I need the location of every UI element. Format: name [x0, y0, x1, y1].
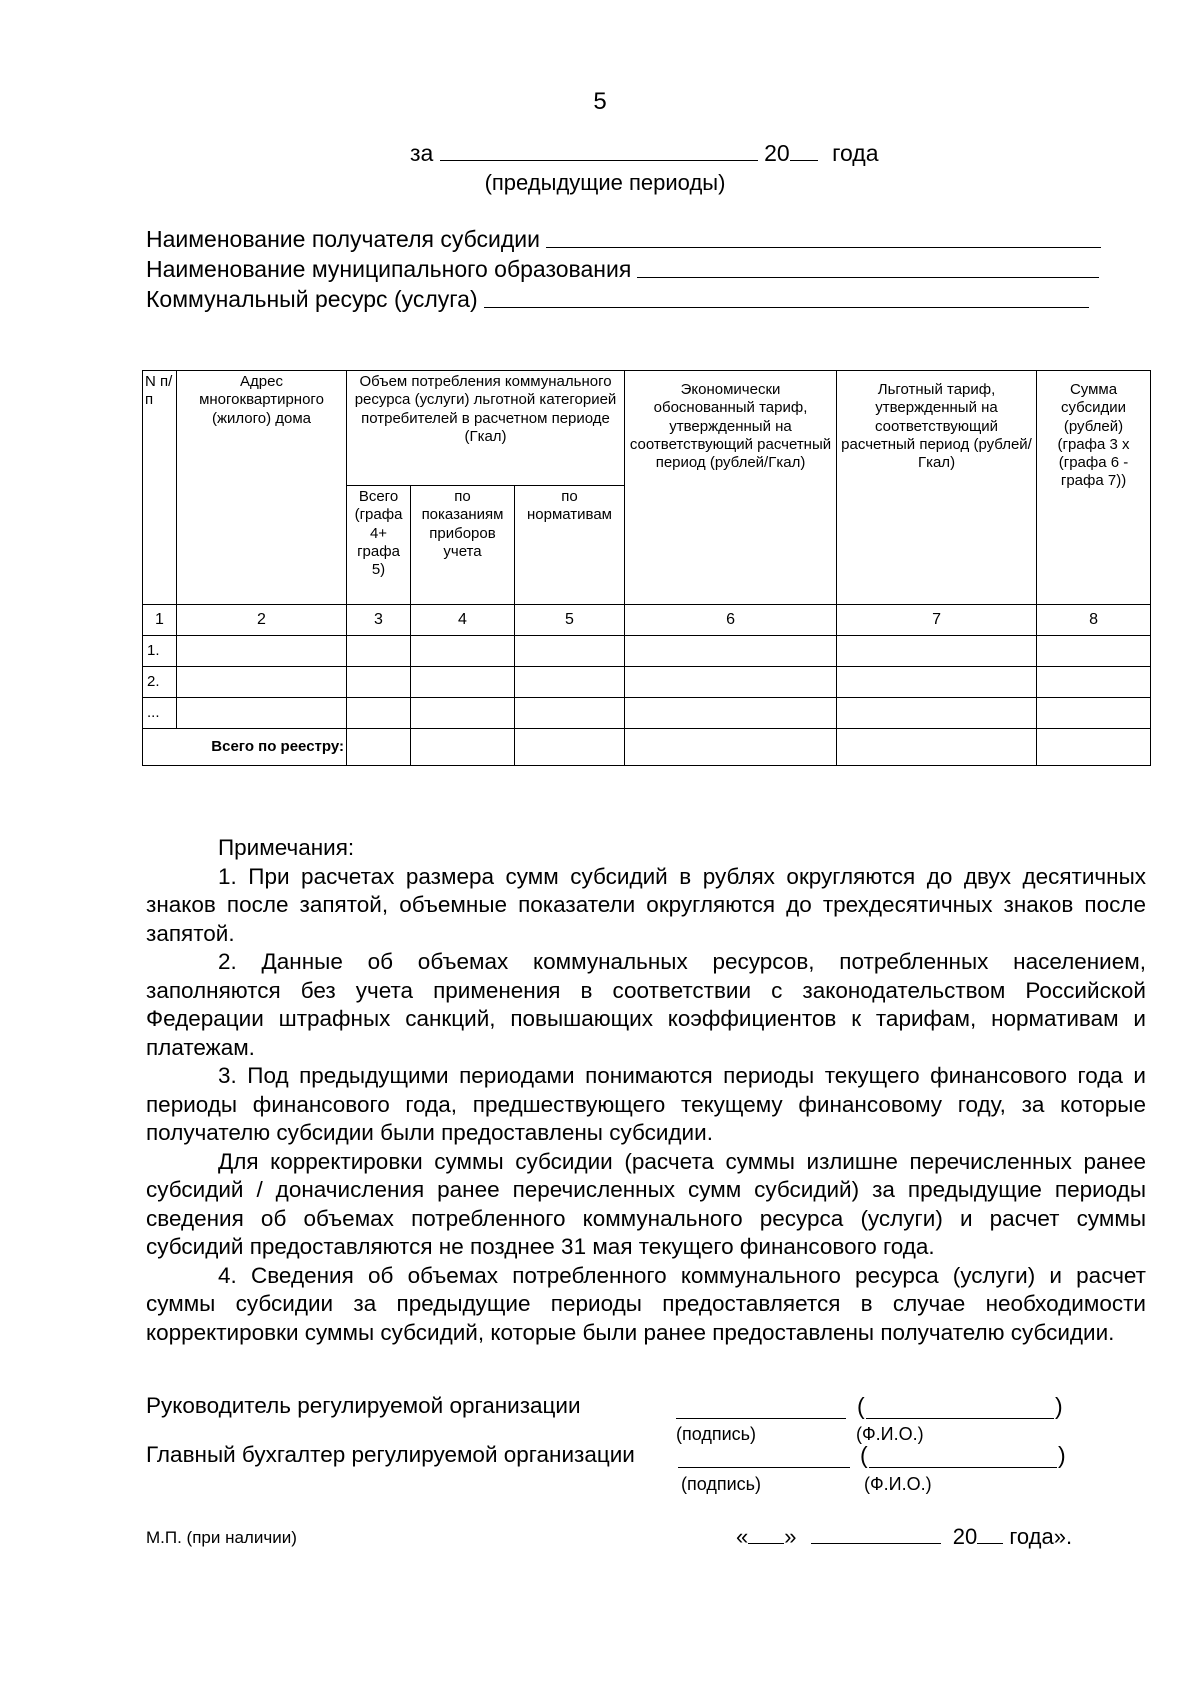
column-number: 5 [515, 605, 625, 636]
note-item: 4. Сведения об объемах потребленного коммунального ресурса (услуги) и расчет суммы субсидии за предыдущие периоды предоставляется в случае необходимости корректировки суммы субсидий, которые были ранее предоставлены получателю субсидии. [146, 1262, 1146, 1345]
header-total: Всего (графа 4+ графа 5) [347, 486, 411, 605]
name-caption: (Ф.И.О.) [864, 1474, 932, 1494]
date-year-blank[interactable] [977, 1543, 1003, 1544]
stamp-placeholder: М.П. (при наличии) [146, 1528, 297, 1547]
date-year-prefix: 20 [952, 1524, 978, 1549]
table-cell[interactable] [625, 729, 837, 766]
note-item: 3. Под предыдущими периодами понимаются периоды текущего финансового года и периоды финансового года, предшествующего текущему финансовому году, за которые получателю субсидии были предоставлены субсидии. [146, 1063, 1146, 1145]
column-number: 6 [625, 605, 837, 636]
reporting-period-line [410, 140, 879, 167]
total-row [143, 729, 1151, 766]
header-num: N п/п [143, 371, 177, 605]
table-cell[interactable] [347, 698, 411, 729]
header-consumption-group: Объем потребления коммунального ресурса (услуги) льготной категорией потребителей в расчетном периоде (Гкал) [347, 371, 625, 486]
subsidy-register-table [142, 370, 1151, 766]
table-cell[interactable] [625, 667, 837, 698]
table-cell[interactable] [837, 667, 1037, 698]
table-cell[interactable] [515, 698, 625, 729]
table-cell[interactable] [837, 729, 1037, 766]
table-cell[interactable] [515, 667, 625, 698]
column-number: 3 [347, 605, 411, 636]
table-cell[interactable] [177, 698, 347, 729]
header-subsidy-sum: Сумма субсидии (рублей) (графа 3 х (графа 6 - графа 7)) [1037, 371, 1151, 605]
total-label: Всего по реестру: [143, 729, 347, 766]
day-blank[interactable] [748, 1543, 784, 1544]
period-blank[interactable] [440, 160, 758, 161]
resource-field [146, 286, 1089, 313]
table-cell[interactable] [515, 636, 625, 667]
table-cell[interactable] [625, 698, 837, 729]
table-cell[interactable] [411, 636, 515, 667]
column-numbers-row [143, 605, 1151, 636]
column-number: 1 [143, 605, 177, 636]
header-address: Адрес многоквартирного (жилого) дома [177, 371, 347, 605]
table-row [143, 667, 1151, 698]
table-cell[interactable] [515, 729, 625, 766]
period-prefix: за [410, 140, 434, 166]
notes-section [146, 834, 1146, 1347]
close-quote: » [784, 1524, 797, 1549]
municipality-name-blank[interactable] [637, 277, 1099, 278]
table-cell[interactable] [347, 636, 411, 667]
accountant-signature-line[interactable] [678, 1467, 850, 1468]
open-paren: ( [860, 1442, 868, 1468]
name-caption: (Ф.И.О.) [856, 1424, 924, 1444]
column-number: 7 [837, 605, 1037, 636]
field-label: Коммунальный ресурс (услуга) [146, 286, 478, 312]
date-year-suffix: года». [1009, 1524, 1073, 1549]
period-year-prefix: 20 [764, 140, 790, 166]
sign-caption: (подпись) [676, 1424, 757, 1444]
table-cell[interactable] [347, 667, 411, 698]
date-line [736, 1524, 1072, 1550]
head-name-line[interactable] [866, 1418, 1054, 1419]
header-by-norms: по нормативам [515, 486, 625, 605]
page-number: 5 [593, 88, 607, 115]
resource-blank[interactable] [484, 307, 1089, 308]
table-cell[interactable] [625, 636, 837, 667]
header-by-meters: по показаниям приборов учета [411, 486, 515, 605]
recipient-name-field [146, 226, 1101, 253]
table-cell[interactable] [411, 667, 515, 698]
period-caption: (предыдущие периоды) [484, 170, 726, 195]
recipient-name-blank[interactable] [546, 247, 1101, 248]
table-cell[interactable] [177, 667, 347, 698]
table-cell[interactable] [411, 729, 515, 766]
table-cell[interactable] [347, 729, 411, 766]
note-item: 2. Данные об объемах коммунальных ресурсов, потребленных населением, заполняются без учета применения в соответствии с законодательством Российской Федерации штрафных санкций, повышающих коэффициентов к тарифам, нормативам и платежам. [146, 949, 1146, 1060]
row-number: 2. [143, 667, 177, 698]
table-cell[interactable] [1037, 636, 1151, 667]
table-cell[interactable] [1037, 698, 1151, 729]
open-paren: ( [857, 1393, 865, 1419]
head-signature-line[interactable] [676, 1418, 846, 1419]
accountant-name-line[interactable] [869, 1467, 1057, 1468]
note-item: Для корректировки суммы субсидии (расчета суммы излишне перечисленных ранее субсидий / доначисления ранее перечисленных сумм субсидий) за предыдущие периоды сведения об объемах потребленного коммунального ресурса (услуги) и расчет суммы субсидий предоставляются не позднее 31 мая текущего финансового года. [146, 1148, 1146, 1259]
table-cell[interactable] [837, 636, 1037, 667]
table-cell[interactable] [837, 698, 1037, 729]
month-blank[interactable] [811, 1543, 941, 1544]
table-cell[interactable] [177, 636, 347, 667]
header-preferential-tariff: Льготный тариф, утвержденный на соответствующий расчетный период (рублей/Гкал) [837, 371, 1037, 605]
period-year-blank[interactable] [790, 160, 818, 161]
table-cell[interactable] [1037, 667, 1151, 698]
field-label: Наименование муниципального образования [146, 256, 632, 282]
header-economic-tariff: Экономически обоснованный тариф, утвержденный на соответствующий расчетный период (рублей/Гкал) [625, 371, 837, 605]
table-row [143, 636, 1151, 667]
notes-title: Примечания: [218, 835, 355, 860]
table-row [143, 698, 1151, 729]
sign-caption: (подпись) [681, 1474, 762, 1494]
column-number: 2 [177, 605, 347, 636]
column-number: 4 [411, 605, 515, 636]
accountant-signature-label: Главный бухгалтер регулируемой организации [146, 1442, 635, 1467]
row-number: 1. [143, 636, 177, 667]
municipality-name-field [146, 256, 1099, 283]
table-cell[interactable] [1037, 729, 1151, 766]
period-year-suffix: года [832, 140, 879, 166]
row-number: ... [143, 698, 177, 729]
column-number: 8 [1037, 605, 1151, 636]
close-paren: ) [1058, 1442, 1066, 1468]
field-label: Наименование получателя субсидии [146, 226, 540, 252]
head-signature-label: Руководитель регулируемой организации [146, 1393, 581, 1418]
close-paren: ) [1055, 1393, 1063, 1419]
table-cell[interactable] [411, 698, 515, 729]
open-quote: « [736, 1524, 749, 1549]
note-item: 1. При расчетах размера сумм субсидий в рублях округляются до двух десятичных знаков после запятой, объемные показатели округляются до трехдесятичных знаков после запятой. [146, 863, 1146, 946]
